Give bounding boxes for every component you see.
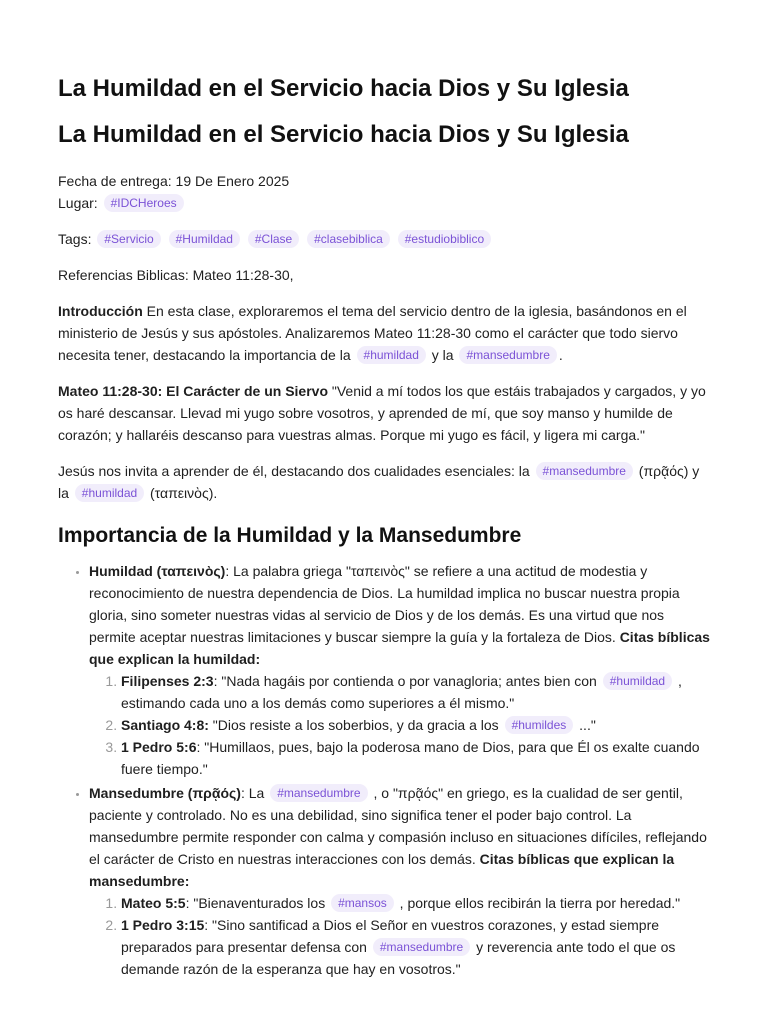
tag-idcheroes[interactable]: #IDCHeroes [104,194,184,212]
introduction-paragraph: Introducción En esta clase, exploraremos el tema del servicio dentro de la iglesia, basándonos en el ministerio de Jesús y sus apóstoles. Analizaremos Mateo 11:28-30 como el carácter que todo siervo necesita tener, destacando la importancia de la #humildad y la #mansedumbre . [58,303,687,363]
tag-humildad-inline[interactable]: #humildad [75,484,144,502]
biblical-references: Referencias Biblicas: Mateo 11:28-30, [58,267,294,283]
tag-mansedumbre-inline[interactable]: #mansedumbre [536,462,633,480]
jesus-paragraph: Jesús nos invita a aprender de él, destacando dos cualidades esenciales: la #mansedumbre (πρᾷός) y la #humildad (ταπεινὸς). [58,463,700,501]
list-item: 2. Santiago 4:8: "Dios resiste a los soberbios, y da gracia a los #humildes ..." [121,714,712,736]
tag-estudiobiblico[interactable]: #estudiobiblico [398,230,491,248]
mansedumbre-citations [89,892,712,980]
tags-row: Tags: #Servicio #Humildad #Clase #clasebiblica #estudiobiblico [58,228,712,250]
delivery-date: Fecha de entrega: 19 De Enero 2025 [58,173,290,189]
list-item: 1. Filipenses 2:3: "Nada hagáis por contienda o por vanagloria; antes bien con #humildad , estimando cada uno a los demás como superiores a él mismo." [121,670,712,714]
list-item-mansedumbre: • Mansedumbre (πρᾷός): La #mansedumbre , o "πρᾷός" en griego, es la cualidad de ser gentil, paciente y controlado. No es una debilidad, sino significa tener el poder bajo control. La mansedumbre permite responder con calma y compasión incluso en situaciones difíciles, reflejando el carácter de Cristo en nuestras interacciones con los demás. Citas bíblicas que explican la mansedumbre: 1. Mateo 5:5: "Bienaventurados los #mansos , porque ellos recibirán la tierra por heredad." 2. 1 Pedro 3:15: "Sino santificad a Dios el Señor en vuestros corazones, y estad siempre preparados para presentar defensa con #mansedumbre y reverencia ante todo el que os demande razón de la esperanza que hay en vosotros." [89,782,712,980]
list-item: 1. Mateo 5:5: "Bienaventurados los #mansos , porque ellos recibirán la tierra por heredad." [121,892,712,914]
tag-humildad[interactable]: #Humildad [169,230,240,248]
list-item: 2. 1 Pedro 3:15: "Sino santificad a Dios el Señor en vuestros corazones, y estad siempre preparados para presentar defensa con #mansedumbre y reverencia ante todo el que os demande razón de la esperanza que hay en vosotros." [121,914,712,980]
qualities-list [58,560,712,980]
tag-clase[interactable]: #Clase [248,230,299,248]
tag-humildad-inline[interactable]: #humildad [357,346,426,364]
page-title: La Humildad en el Servicio hacia Dios y Su Iglesia [58,75,629,102]
tag-humildes-inline[interactable]: #humildes [505,716,574,734]
tag-mansos-inline[interactable]: #mansos [331,894,394,912]
document-heading: La Humildad en el Servicio hacia Dios y Su Iglesia [58,121,629,148]
section-heading: Importancia de la Humildad y la Mansedumbre [58,524,522,547]
list-item: 3. 1 Pedro 5:6: "Humillaos, pues, bajo la poderosa mano de Dios, para que Él os exalte cuando fuere tiempo." [121,736,712,780]
tag-mansedumbre-inline[interactable]: #mansedumbre [459,346,556,364]
tag-mansedumbre-inline[interactable]: #mansedumbre [270,784,367,802]
list-item-humildad: • Humildad (ταπεινὸς): La palabra griega "ταπεινὸς" se refiere a una actitud de modestia y reconocimiento de nuestra dependencia de Dios. La humildad implica no buscar nuestra propia gloria, sino someter nuestras vidas al servicio de Dios y de los demás. Es una virtud que nos permite aceptar nuestras limitaciones y buscar siempre la guía y la fortaleza de Dios. Citas bíblicas que explican la humildad: 1. Filipenses 2:3: "Nada hagáis por contienda o por vanagloria; antes bien con #humildad , estimando cada uno a los demás como superiores a él mismo." 2. Santiago 4:8: "Dios resiste a los soberbios, y da gracia a los #humildes ..." 3. 1 Pedro 5:6: "Humillaos, pues, bajo la poderosa mano de Dios, para que Él os exalte cuando fuere tiempo." [89,560,712,780]
tag-clasebiblica[interactable]: #clasebiblica [307,230,390,248]
mateo-paragraph: Mateo 11:28-30: El Carácter de un Siervo "Venid a mí todos los que estáis trabajados y cargados, y yo os haré descansar. Llevad mi yugo sobre vosotros, y aprended de mí, que soy manso y humilde de corazón; y hallaréis descanso para vuestras almas. Porque mi yugo es fácil, y ligera mi carga." [58,383,706,443]
location: Lugar: #IDCHeroes [58,192,712,214]
humildad-citations [89,670,712,780]
meta-block [58,170,712,214]
tag-mansedumbre-inline[interactable]: #mansedumbre [373,938,470,956]
tag-humildad-inline[interactable]: #humildad [603,672,672,690]
tag-servicio[interactable]: #Servicio [97,230,160,248]
